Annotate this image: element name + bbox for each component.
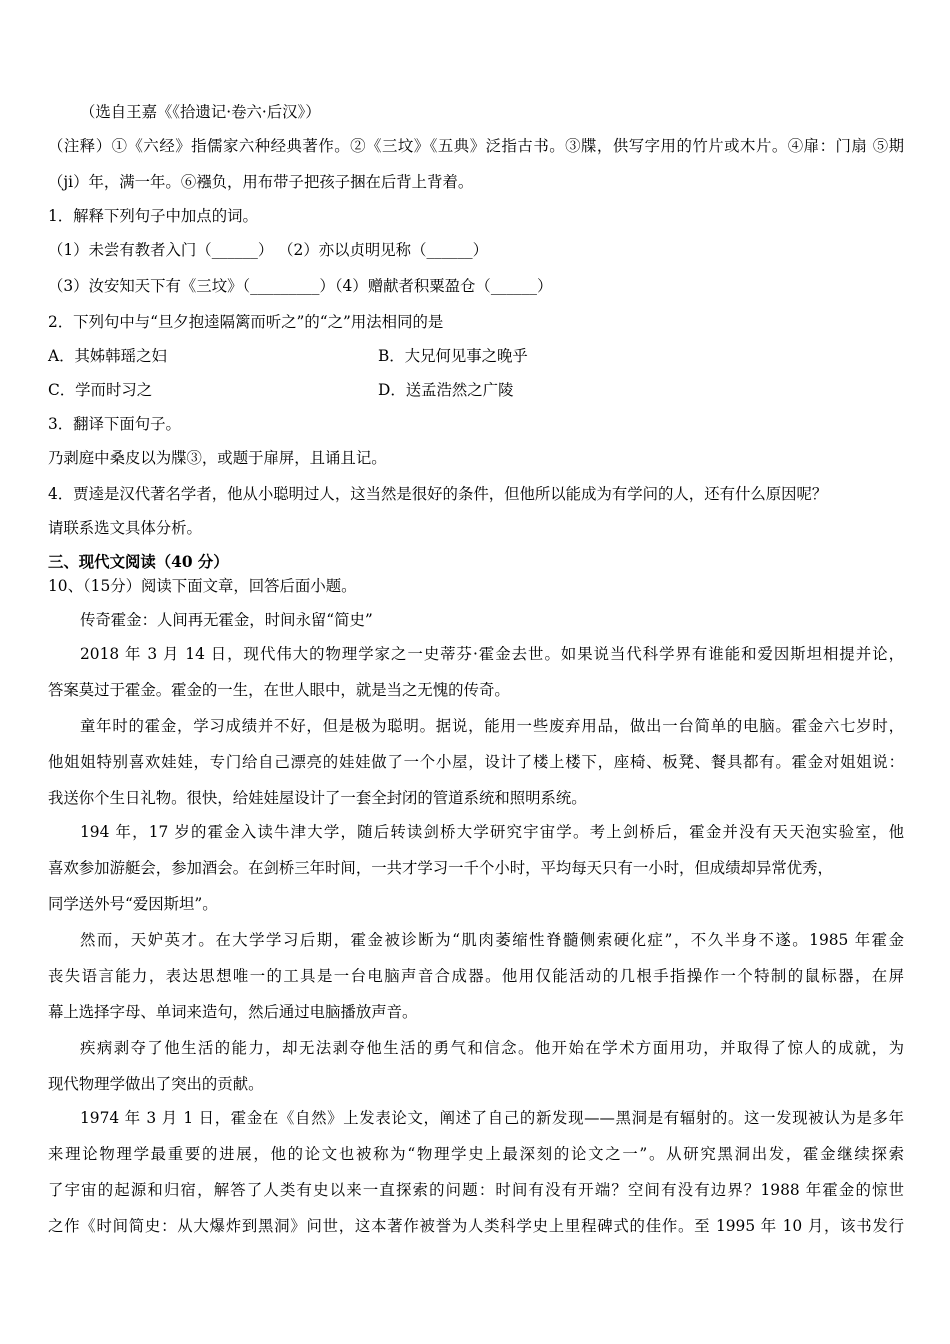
paragraph-5-line: 疾病剥夺了他生活的能力，却无法剥夺他生活的勇气和信念。他开始在学术方面用功，并取得了惊人的成就，为 — [80, 1039, 904, 1057]
paragraph-3-line: 194 年，17 岁的霍金入读牛津大学，随后转读剑桥大学研究宇宙学。考上剑桥后，霍金并没有天天泡实验室，他 — [80, 823, 904, 841]
question-1-row-2: （3）汝安知天下有《三坟》（_________）（4）赠献者积粟盈仓（______） — [48, 277, 553, 295]
question-1-row-1: （1）未尝有教者入门（______） （2）亦以贞明见称（______） — [48, 241, 489, 259]
source-citation: （选自王嘉《《拾遗记·卷六·后汉》） — [80, 103, 321, 121]
question-1-title: 1．解释下列句子中加点的词。 — [48, 207, 258, 225]
question-10-intro: 10、（15分）阅读下面文章，回答后面小题。 — [48, 577, 357, 595]
paragraph-2-line: 我送你个生日礼物。很快，给娃娃屋设计了一套全封闭的管道系统和照明系统。 — [48, 789, 587, 807]
question-2-title: 2．下列句中与“旦夕抱逵隔篱而听之”的“之”用法相同的是 — [48, 313, 444, 331]
paragraph-2-line: 他姐姐特别喜欢娃娃，专门给自己漂亮的娃娃做了一个小屋，设计了楼上楼下，座椅、板凳、餐具都有。霍金对姐姐说： — [48, 753, 904, 771]
question-4-line-1: 4．贾逵是汉代著名学者，他从小聪明过人，这当然是很好的条件，但他所以能成为有学问的人，还有什么原因呢？ — [48, 485, 828, 503]
paragraph-1-line: 2018 年 3 月 14 日，现代伟大的物理学家之一史蒂芬·霍金去世。如果说当代科学界有谁能和爱因斯坦相提并论， — [80, 645, 904, 663]
paragraph-3-line: 同学送外号“爱因斯坦”。 — [48, 895, 218, 913]
question-2-option-d: D．送孟浩然之广陵 — [378, 381, 514, 399]
paragraph-6-line: 1974 年 3 月 1 日，霍金在《自然》上发表论文，阐述了自己的新发现——黑洞是有辐射的。这一发现被认为是多年 — [80, 1109, 904, 1127]
question-2-option-c: C．学而时习之 — [48, 381, 153, 399]
question-3-sentence: 乃剥庭中桑皮以为牒③，或题于扉屏，且诵且记。 — [48, 449, 387, 467]
paragraph-6-line: 之作《时间简史：从大爆炸到黑洞》问世，这本著作被誉为人类科学史上里程碑式的佳作。至 1995 年 10 月，该书发行 — [48, 1217, 904, 1235]
paragraph-2-line: 童年时的霍金，学习成绩并不好，但是极为聪明。据说，能用一些废弃用品，做出一台简单的电脑。霍金六七岁时， — [80, 717, 904, 735]
question-2-option-b: B．大兄何见事之晚乎 — [378, 347, 528, 365]
question-3-title: 3．翻译下面句子。 — [48, 415, 181, 433]
paragraph-6-line: 了宇宙的起源和归宿，解答了人类有史以来一直探索的问题：时间有没有开端？空间有没有边界？1988 年霍金的惊世 — [48, 1181, 904, 1199]
paragraph-1-line: 答案莫过于霍金。霍金的一生，在世人眼中，就是当之无愧的传奇。 — [48, 681, 510, 699]
paragraph-5-line: 现代物理学做出了突出的贡献。 — [48, 1075, 264, 1093]
paragraph-4-line: 然而，天妒英才。在大学学习后期，霍金被诊断为“肌肉萎缩性脊髓侧索硬化症”，不久半身不遂。1985 年霍金 — [80, 931, 904, 949]
section-title: 三、现代文阅读（40 分） — [48, 553, 229, 571]
paragraph-4-line: 幕上选择字母、单词来造句，然后通过电脑播放声音。 — [48, 1003, 418, 1021]
paragraph-4-line: 丧失语言能力，表达思想唯一的工具是一台电脑声音合成器。他用仅能活动的几根手指操作一个特制的鼠标器，在屏 — [48, 967, 904, 985]
article-title: 传奇霍金：人间再无霍金，时间永留“简史” — [80, 611, 373, 629]
annotation-notes: （注释）①《六经》指儒家六种经典著作。②《三坟》《五典》泛指古书。③牒，供写字用的竹片或木片。④扉：门扇 ⑤期 — [48, 137, 904, 155]
paragraph-3-line: 喜欢参加游艇会，参加酒会。在剑桥三年时间，一共才学习一千个小时，平均每天只有一小时，但成绩却异常优秀， — [48, 859, 833, 877]
question-2-option-a: A．其姊韩瑶之妇 — [48, 347, 167, 365]
paragraph-6-line: 来理论物理学最重要的进展，他的论文也被称为“物理学史上最深刻的论文之一”。从研究黑洞出发，霍金继续探索 — [48, 1145, 904, 1163]
question-4-line-2: 请联系选文具体分析。 — [48, 519, 202, 537]
annotation-notes-continued: （ji）年，满一年。⑥襁负，用布带子把孩子捆在后背上背着。 — [48, 173, 474, 191]
